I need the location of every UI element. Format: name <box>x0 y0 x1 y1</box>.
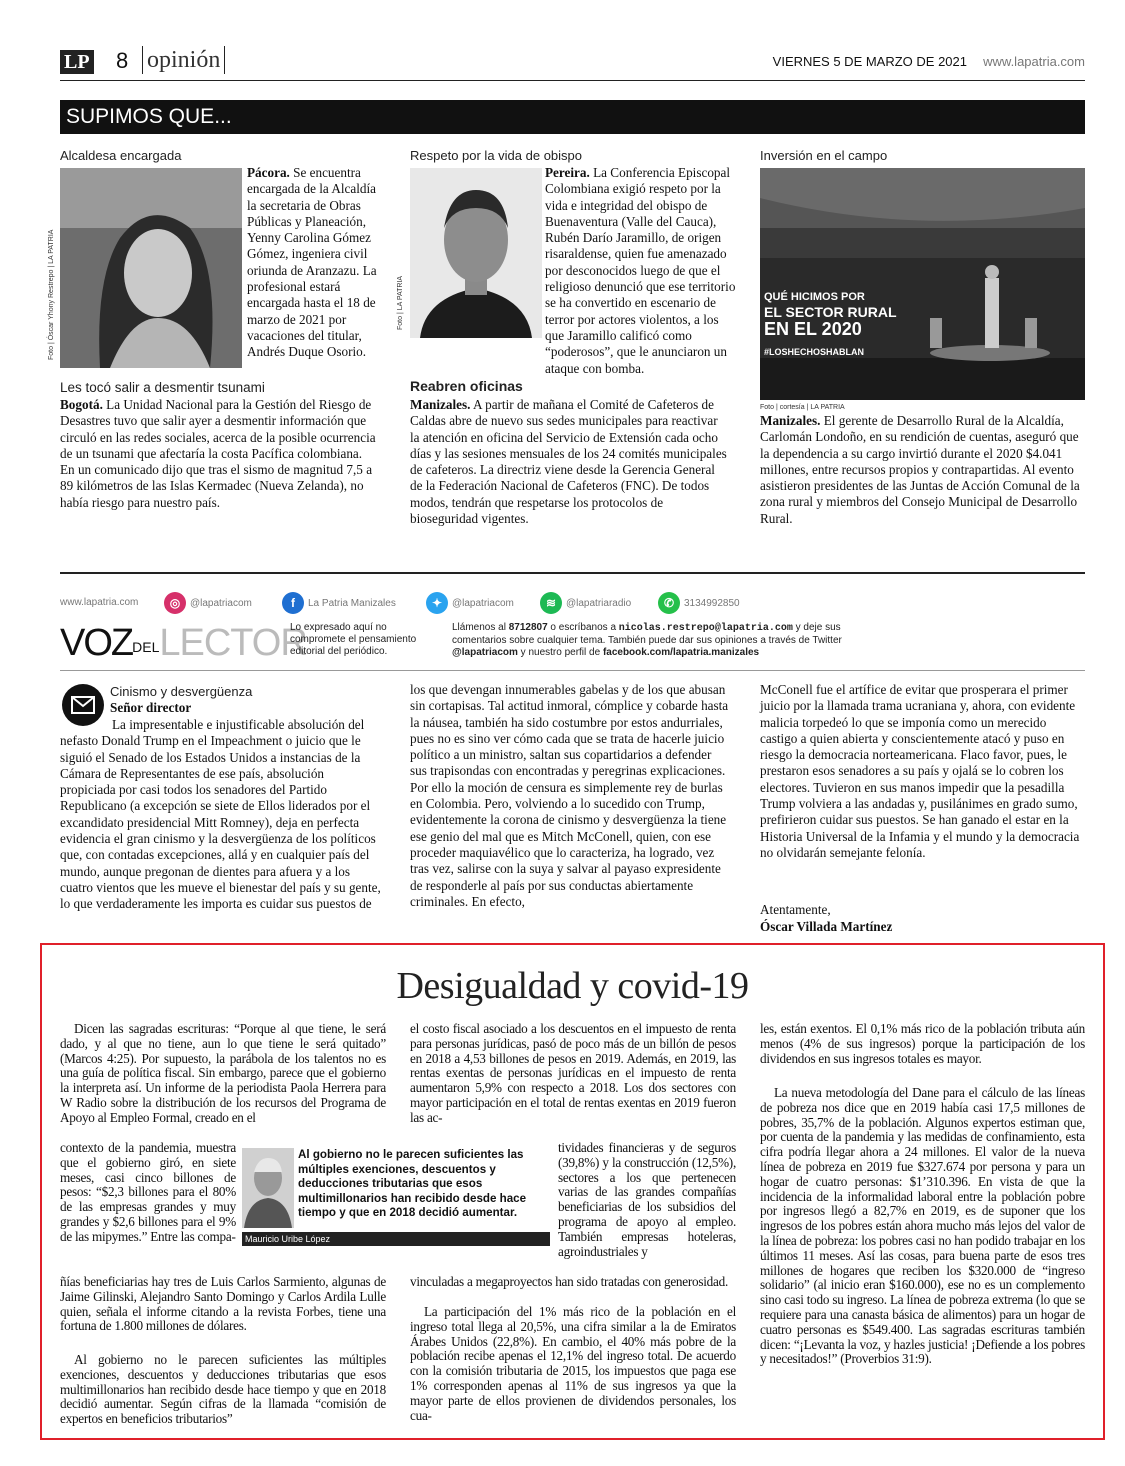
editorial-title: Desigualdad y covid-19 <box>396 965 749 1007</box>
editorial-col3-p2: La nueva metodología del Dane para el cálculo de las líneas de pobreza nos dice que en 2019 había casi 17,5 millones de pobres, 35,7% de la población. Algunos expertos estiman que, por cuenta de la pandemia y las medidas de confinamiento, esta cifra podría llegar ahora a 24 millones. El valor de la nueva línea de pobreza en 2019 fue $327.674 por persona y para un hogar de cuatro personas: $1’310.396. En vista de que la incidencia de la informalidad laboral entre la población pobre por ingresos llegó a 82,7% en 2019, es de suponer que los ingresos de los pobres están ahora mucho más lejos del valor de la línea de pobreza: los pobres casi no han podido trabajar en los últimos 11 meses. Así las cosas, para buena parte de esos tres millones de hogares que reciben los $320.000 de “ingreso solidario” (al inicio eran $160.000), ese no es un complemento sino casi todo su ingreso. La línea de pobreza extrema (lo que se requiere para una canasta básica de alimentos) para un hogar de cuatro personas es $549.400. Las sagradas escrituras también dicen: “¡Levanta la voz, y hazles justicia! ¡Defiende a los pobres y necesitados!” (Proverbios 31:9). <box>760 1085 1085 1367</box>
brief-text: Bogotá. La Unidad Nacional para la Gestión del Riesgo de Desastres tuvo que salir ayer a desmentir información que circuló en las redes sociales, acerca de la posible ocurrencia de un tsunami que afectaría la costa Pacífica colombiana. En un comunicado dijo que tras el sismo de magnitud 7,5 a 89 kilómetros de las Islas Kermadec (Nueva Zelanda), no había riesgo para nuestro país. <box>60 397 376 510</box>
social-facebook[interactable]: f La Patria Manizales <box>282 592 396 614</box>
supimos-title: SUPIMOS QUE... <box>66 105 232 128</box>
site-url[interactable]: www.lapatria.com <box>983 54 1085 69</box>
letter-author: Óscar Villada Martínez <box>760 919 893 934</box>
editorial-col2-wrap: tividades financieras y de seguros (39,8%) y la construcción (12,5%), sectores a los que pertenecen varias de las grandes compañías beneficiarias de los subsidios del programa de apoyo al empleo. También empresas hoteleras, agroindustriales y <box>558 1140 736 1259</box>
whatsapp-icon: ✆ <box>658 592 680 614</box>
editorial-col2-bottom: vinculadas a megaproyectos han sido tratadas con generosidad. <box>410 1274 728 1289</box>
editorial-col1-top: Dicen las sagradas escrituras: “Porque al que tiene, le será dado, y al que no tiene, aun lo que tiene le será quitado” (Marcos 4:25). Por supuesto, la parábola de los talentos no es una guía de política fiscal. Sin embargo, parece que el gobierno la interpreta así. Un informe de la periodista Paola Herrera para W Radio sobre la distribución de los recursos del Programa de Apoyo al Empleo Formal, creado en el <box>60 1021 386 1125</box>
social-spotify[interactable]: ≋ @lapatriaradio <box>540 592 631 614</box>
section-name: opinión <box>142 46 225 74</box>
voz-contact: Llámenos al 8712807 o escríbanos a nicolas.restrepo@lapatria.com y deje sus comentarios sobre cualquier tema. También puede dar sus opiniones a través de Twitter @lapatriacom y nuestro perfil de facebook.com/lapatria.manizales <box>452 622 842 658</box>
letter-col2: los que devengan innumerables gabelas y de los que abusan sin cortapisas. Tal actitud inmoral, cómplice y cobarde hasta la náusea, también ha sido costumbre por estos andurriales, pues no es sino ver cómo cada que se trata de hacerle juicio político a un ministro, saltan sus copartidarios a defender sus trapisondas con encontradas y peregrinas explicaciones. Por ello la moción de censura es simplemente rey de burlas en Colombia. Pero, volviendo a lo sucedido con Trump, evidentemente la corona de cinismo y desvergüenza la tiene ese genio del mal que es Mitch McConell, quien, con ese proceder maquiavélico que lo caracteriza, ha logrado, vez tras vez, salirse con la suya y salvar al payaso expresidente de responderle al país por sus conductas abiertamente criminales. En efecto, <box>410 682 729 909</box>
photo-credit: Foto | LA PATRIA <box>397 275 404 330</box>
brief-text: Manizales. El gerente de Desarrollo Rural de la Alcaldía, Carlomán Londoño, en su rendición de cuentas, aseguró que la dependencia a su cargo invirtió durante el 2020 $4.041 millones, entre recursos propios y contrapartidas. Al evento asistieron presidentes de las Juntas de Acción Comunal de la zona rural y miembros del Consejo Municipal de Desarrollo Rural. <box>760 413 1080 526</box>
brief-heading: Reabren oficinas <box>410 378 523 394</box>
photo-credit: Foto | Óscar Yhony Restrepo | LA PATRIA <box>48 229 55 360</box>
lp-logo: LP <box>60 50 94 74</box>
instagram-icon: ◎ <box>164 592 186 614</box>
letter-col1: La impresentable e injustificable absolución del nefasto Donald Trump en el Impeachment o juicio que le siguió el Senado de los Estados Unidos a instancias de la Cámara de Representantes de ese país, absolución propiciada por casi todos los senadores del Partido Republicano (a excepción se siete de Ellos liderados por el excandidato presidencial Mitt Romney), deja en perfecta evidencia el gran cinismo y la desvergüenza de los políticos que, con contadas excepciones, allá y en cualquier país del mundo, aunque pregonan de dientes para afuera y a los cuatro vientos que les mueve el bienestar del país y su gente, lo que verdaderamente les importa es cuidar sus puestos de <box>60 717 381 912</box>
editorial-col2-p2: La participación del 1% más rico de la población en el ingreso total llega al 20,5%, una cifra similar a la de Emiratos Árabes Unidos (22,8%). En cambio, el 40% más pobre de la población recibe apenas el 12,1% del ingreso total. De acuerdo con la comisión tributaria de 2015, los impuestos que paga ese 1% corresponden apenas al 11% de sus ingresos ya que la mayor parte de ellos provienen de dividendos personales, los cua- <box>410 1304 736 1423</box>
letter-salutation: Señor director <box>110 700 192 715</box>
brief-heading: Alcaldesa encargada <box>60 148 182 163</box>
page-number: 8 <box>116 48 129 73</box>
section-divider <box>60 572 1085 574</box>
editorial-col1-p2: Al gobierno no le parecen suficientes las múltiples exenciones, descuentos y deducciones tributarias que esos multimillonarios han recibido desde hace tiempo y que en 2018 decidió aumentar. Según cifras de la llamada “comisión de expertos en beneficios tributarios” <box>60 1352 386 1427</box>
brief-text: Manizales. A partir de mañana el Comité de Cafeteros de Caldas abre de nuevo sus sedes municipales para reactivar la atención en oficina del Servicio de Extensión cada ocho días y las sesiones mensuales de los 24 comités municipales de cafeteros. La directriz viene desde la Gerencia General de la Federación Nacional de Cafeteros (FNC). De todos modos, tendrán que respetarse los protocolos de bioseguridad vigentes. <box>410 397 727 527</box>
social-whatsapp[interactable]: ✆ 3134992850 <box>658 592 740 614</box>
editorial-col1-bottom: ñías beneficiarias hay tres de Luis Carlos Sarmiento, algunas de Jaime Gilinski, Alejandro Santo Domingo y Carlos Ardila Lulle quien, señala el informe citando a la revista Forbes, tiene una fortuna de 1.800 millones de dólares. <box>60 1274 386 1334</box>
issue-date: VIERNES 5 DE MARZO DE 2021 <box>772 54 967 69</box>
brief-heading: Inversión en el campo <box>760 148 888 163</box>
pull-quote-box <box>242 1148 550 1246</box>
letter-col3: McConell fue el artífice de evitar que prosperara el primer juicio por la llamada trama ucraniana y, ahora, con evidente malicia torpedeó lo que se imponía como un merecido castigo a quien abierta y conscientemente atacó y puso en riesgo la democracia norteamericana. Flaco favor, pues, le prestaron esos senadores a su país y ojalá se lo cobren los electores. Tuvieron en sus manos impedir que la pesadilla Trump volviera a las andadas y, pusilánimes en grado sumo, prefirieron cuidar sus puestos. Se han ganado el estar en la Historia Universal de la Infamia y el mundo y la democracia no olvidarán semejante felonía. <box>760 682 1080 860</box>
letter-title: Cinismo y desvergüenza <box>110 684 253 699</box>
screen-text: QUÉ HICIMOS POR EL SECTOR RURAL EN EL 2020 #LOSHECHOSHABLAN <box>764 291 897 357</box>
letter-closing: Atentamente, <box>760 902 831 917</box>
brief-text: Pereira. La Conferencia Episcopal Colombiana exigió respeto por la vida e integridad del obispo de Buenaventura (Valle del Cauca), Rubén Darío Jaramillo, de origen risaraldense, quien fue amenazado por desconocidos luego de que el religioso denunció que ese territorio se ha convertido en escenario de terror por actores violentos, a los que Jaramillo calificó como “poderosos”, que le anunciaron un ataque con bomba. <box>545 165 736 376</box>
supimos-bar <box>60 100 1085 134</box>
voz-disclaimer: Lo expresado aquí no compromete el pensamiento editorial del periódico. <box>290 622 417 657</box>
social-twitter[interactable]: ✦ @lapatriacom <box>426 592 514 614</box>
social-instagram[interactable]: ◎ @lapatriacom <box>164 592 252 614</box>
spotify-icon: ≋ <box>540 592 562 614</box>
voz-del-lector-title: VOZDELLECTOR <box>60 622 307 664</box>
photo-woman <box>60 168 242 368</box>
photo-event <box>760 168 1085 400</box>
masthead <box>60 48 1085 81</box>
brief-heading: Respeto por la vida de obispo <box>410 148 583 163</box>
voz-divider <box>60 670 1085 671</box>
facebook-icon: f <box>282 592 304 614</box>
brief-heading: Les tocó salir a desmentir tsunami <box>60 380 265 395</box>
twitter-icon: ✦ <box>426 592 448 614</box>
social-web[interactable]: www.lapatria.com <box>60 597 139 608</box>
brief-text: Pácora. Se encuentra encargada de la Alcaldía la secretaria de Obras Públicas y Planeación, Yenny Carolina Gómez Gómez, ingeniera civil oriunda de Aranzazu. La profesional estará encargada hasta el 18 de marzo de 2021 por vacaciones del titular, Andrés Duque Osorio. <box>247 165 377 360</box>
photo-bishop <box>410 168 542 338</box>
author-photo <box>242 1148 294 1228</box>
photo-credit: Foto | cortesía | LA PATRIA <box>760 404 845 411</box>
social-row <box>60 592 1085 614</box>
author-name: Mauricio Uribe López <box>242 1232 550 1246</box>
editorial-col3-p1: les, están exentos. El 0,1% más rico de la población tributa aún menos (4% de sus ingresos) porque la participación de los dividendos en sus ingresos totales es mayor. <box>760 1021 1085 1066</box>
pull-quote: Al gobierno no le parecen suficientes las múltiples exenciones, descuentos y deducciones tributarias que esos multimillonarios han recibido desde hace tiempo y que en 2018 decidió aumentar. <box>298 1148 527 1219</box>
editorial-col2-top: el costo fiscal asociado a los descuentos en el impuesto de renta para personas jurídicas, pasó de poco más de un billón de pesos en 2018 a 4,53 billones de pesos en 2019. Además, en 2019, las rentas exentas de personas jurídicas en el impuesto de renta aumentaron 5,9% con respecto a 2018. Los dos sectores con mayor participación en el total de rentas exentas en 2019 fueron las ac- <box>410 1021 736 1125</box>
editorial-col1-wrap: contexto de la pandemia, muestra que el gobierno giró, en siete meses, casi cinco billones de pesos: “$2,3 billones para el 80% de las empresas grandes y muy grandes y $2,6 billones para el 9% de las mipymes.” Entre las compa- <box>60 1140 236 1244</box>
